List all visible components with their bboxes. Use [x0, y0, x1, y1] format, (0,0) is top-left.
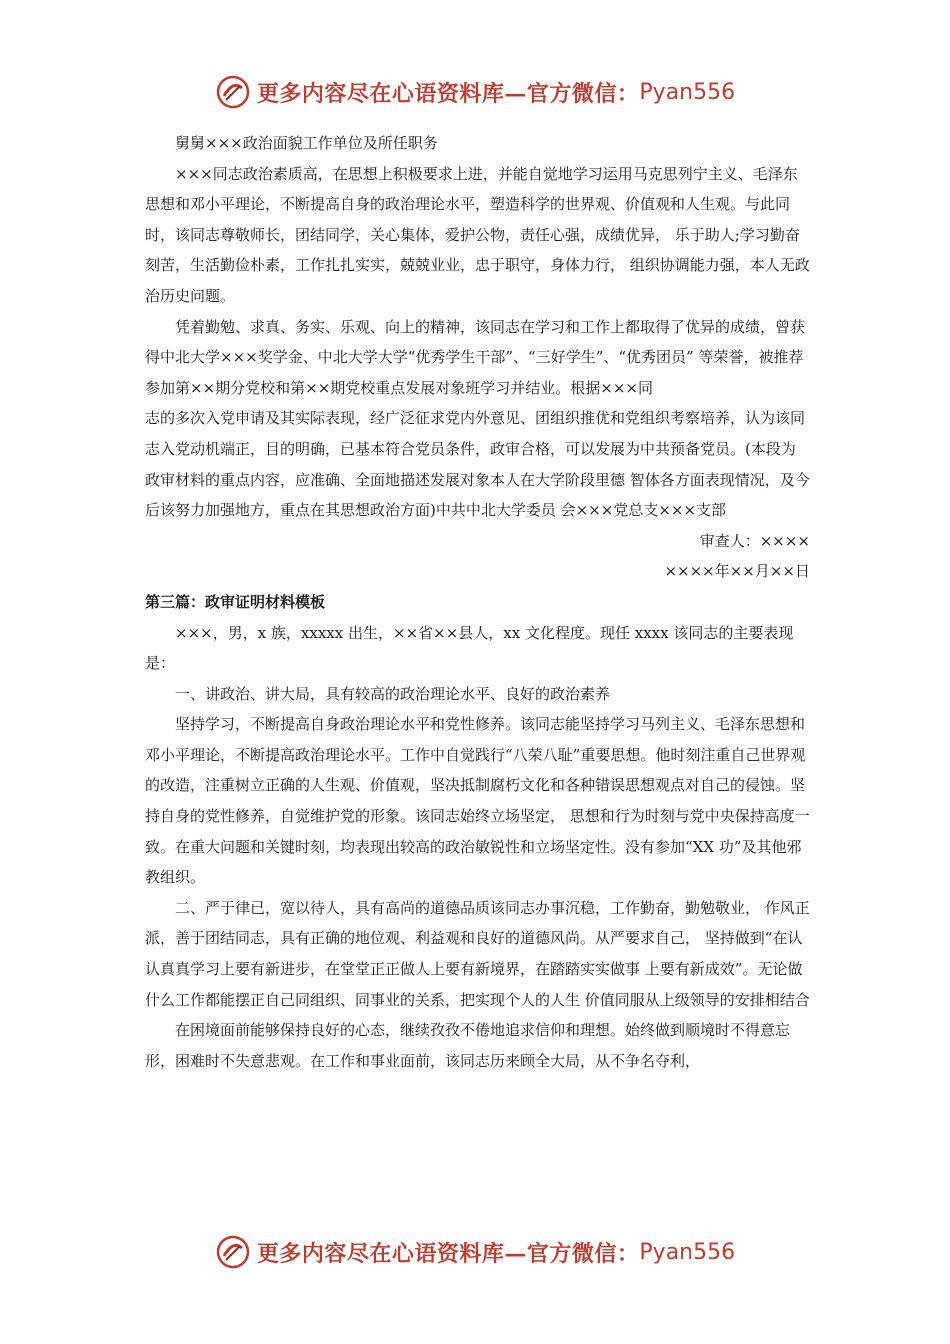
paragraph: 在困境面前能够保持良好的心态，继续孜孜不倦地追求信仰和理想。始终做到顺境时不得意忘形，困难时不失意悲观。在工作和事业面前，该同志历来顾全大局，从不争名夺利， — [145, 1021, 791, 1070]
logo-icon — [215, 74, 251, 110]
logo-icon — [215, 1234, 251, 1270]
paragraph: ×××同志政治素质高，在思想上积极要求上进，并能自觉地学习运用马克思列宁主义、毛泽东思想和邓小平理论，不断提高自身的政治理论水平，塑造科学的世界观、价值观和人生观。与此同时，该同志尊敬师长，团结同学，关心集体，爱护公物，责任心强，成绩优异， 乐于助人;学习勤奋刻苦，生活勤俭朴素，工作扎扎实实，兢兢业业，忠于职守，身体力行， 组织协调能力强，本人无政治历史问题。 — [145, 164, 810, 305]
paragraph: 凭着勤勉、求真、务实、乐观、向上的精神，该同志在学习和工作上都取得了优异的成绩，曾获得中北大学×××奖学金、中北大学大学“优秀学生干部”、“三好学生”、“优秀团员” 等荣誉，被推荐参加第××期分党校和第××期党校重点发展对象班学习并结业。根据×××同 — [145, 317, 806, 397]
banner-text: 更多内容尽在心语资料库—官方微信： — [256, 80, 640, 107]
footer-banner — [0, 1232, 950, 1272]
document-body — [145, 128, 810, 1076]
banner-wechat-id: Pyan556 — [639, 79, 736, 105]
paragraph: 志的多次入党申请及其实际表现，经广泛征求党内外意见、团组织推优和党组织考察培养，认为该同志入党动机端正，目的明确，已基本符合党员条件，政审合格，可以发展为中共预备党员。(本段为政审材料的重点内容，应准确、全面地描述发展对象本人在大学阶段里德 智体各方面表现情况，及今后该努力加强地方，重点在其思想政治方面)中共中北大学委员 会×××党总支×××支部 — [145, 409, 810, 520]
paragraph-title: 舅舅×××政治面貌工作单位及所任职务 — [175, 134, 438, 152]
header-banner — [0, 72, 950, 112]
banner-wechat-id: Pyan556 — [639, 1239, 736, 1265]
paragraph: 一、讲政治、讲大局，具有较高的政治理论水平、良好的政治素养 — [175, 684, 611, 703]
paragraph: ×××，男，x 族，xxxxx 出生，××省××县人，xx 文化程度。现任 xxxx 该同志的主要表现是： — [145, 623, 794, 673]
date-line: ××××年××月××日 — [664, 562, 810, 581]
reviewer-line: 审查人：×××× — [699, 531, 810, 550]
section-heading: 第三篇：政审证明材料模板 — [145, 592, 326, 611]
banner-text: 更多内容尽在心语资料库—官方微信： — [256, 1240, 640, 1267]
paragraph: 二、严于律已，宽以待人，具有高尚的道德品质该同志办事沉稳，工作勤奋，勤勉敬业， 作风正派，善于团结同志，具有正确的地位观、利益观和良好的道德风尚。从严要求自己， 坚持做到“在认认真真学习上要有新进步，在堂堂正正做人上要有新境界，在踏踏实实做事 上要有新成效”。无论做什么工作都能摆正自己同组织、同事业的关系，把实现个人的人生 价值同服从上级领导的安排相结合 — [145, 898, 810, 1009]
paragraph: 坚持学习，不断提高自身政治理论水平和党性修养。该同志能坚持学习马列主义、毛泽东思想和邓小平理论，不断提高政治理论水平。工作中自觉践行“八荣八耻”重要思想。他时刻注重自己世界观的改造，注重树立正确的人生观、价值观，坚决抵制腐朽文化和各种错误思想观点对自己的侵蚀。坚持自身的党性修养，自觉维护党的形象。该同志始终立场坚定， 思想和行为时刻与党中央保持高度一致。在重大问题和关键时刻，均表现出较高的政治敏锐性和立场坚定性。没有参加“XX 功”及其他邪教组织。 — [145, 715, 810, 887]
